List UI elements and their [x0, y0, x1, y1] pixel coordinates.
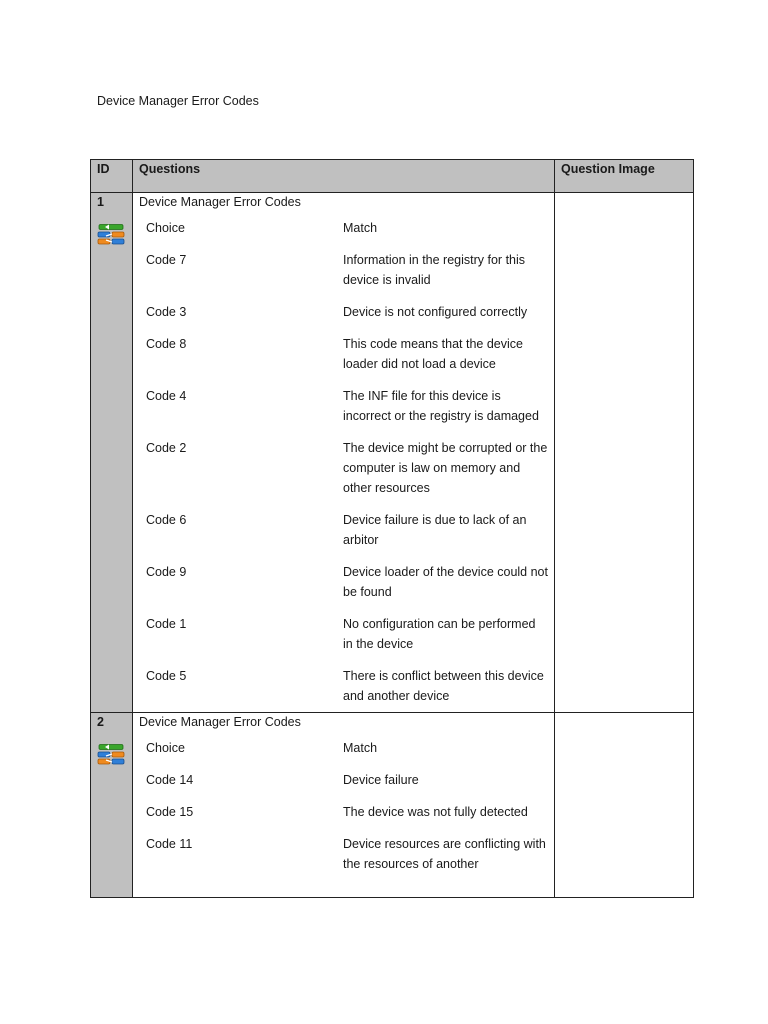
match-header-row — [133, 732, 554, 764]
match-cell: This code means that the device loader did not load a device — [343, 337, 523, 371]
match-arrows-icon — [97, 223, 125, 250]
match-container — [133, 732, 554, 897]
question-title: Device Manager Error Codes — [139, 715, 301, 729]
choice-cell: Code 11 — [146, 837, 193, 851]
match-cell: Device failure is due to lack of an arbitor — [343, 513, 527, 547]
choice-cell: Code 9 — [146, 565, 187, 579]
choice-cell: Code 4 — [146, 389, 187, 403]
table-row — [91, 713, 694, 898]
table-row — [91, 193, 694, 713]
list-item — [133, 660, 554, 712]
document-title: Device Manager Error Codes — [97, 94, 259, 108]
list-item — [133, 796, 554, 828]
id-cell — [91, 193, 133, 713]
choice-cell: Code 2 — [146, 441, 187, 455]
choice-cell: Code 14 — [146, 773, 194, 787]
question-cell — [133, 713, 555, 898]
match-cell: The device was not fully detected — [343, 805, 528, 819]
choice-cell: Code 1 — [146, 617, 187, 631]
list-item — [133, 764, 554, 796]
match-cell: The device might be corrupted or the computer is law on memory and other resources — [343, 441, 548, 495]
match-cell: There is conflict between this device and another device — [343, 669, 544, 703]
question-image-cell — [555, 713, 694, 898]
list-item — [133, 432, 554, 504]
match-header: Match — [343, 741, 378, 755]
list-item — [133, 828, 554, 880]
match-cell: Information in the registry for this device is invalid — [343, 253, 526, 287]
list-item — [133, 328, 554, 380]
question-id: 2 — [97, 715, 104, 729]
match-cell: The INF file for this device is incorrect or the registry is damaged — [343, 389, 539, 423]
choice-cell: Code 6 — [146, 513, 187, 527]
match-table — [133, 212, 554, 712]
header-questions: Questions — [133, 160, 555, 193]
list-item — [133, 296, 554, 328]
match-arrows-icon — [97, 743, 125, 770]
list-item — [133, 380, 554, 432]
question-id: 1 — [97, 195, 104, 209]
match-container — [133, 212, 554, 712]
choice-header: Choice — [146, 221, 185, 235]
match-cell: Device failure — [343, 773, 419, 787]
list-item — [133, 244, 554, 296]
table-header-row — [91, 160, 694, 193]
choice-cell: Code 7 — [146, 253, 187, 267]
header-id: ID — [91, 160, 133, 193]
match-header: Match — [343, 221, 378, 235]
list-item — [133, 556, 554, 608]
match-cell: Device loader of the device could not be found — [343, 565, 548, 599]
choice-header: Choice — [146, 741, 185, 755]
choice-cell: Code 3 — [146, 305, 187, 319]
choice-cell: Code 8 — [146, 337, 187, 351]
list-item — [133, 504, 554, 556]
question-title: Device Manager Error Codes — [139, 195, 301, 209]
question-cell — [133, 193, 555, 713]
list-item — [133, 608, 554, 660]
match-cell: Device is not configured correctly — [343, 305, 528, 319]
choice-cell: Code 5 — [146, 669, 187, 683]
id-cell — [91, 713, 133, 898]
header-question-image: Question Image — [555, 160, 694, 193]
match-cell: Device resources are conflicting with the resources of another — [343, 837, 546, 871]
match-table — [133, 732, 554, 880]
question-image-cell — [555, 193, 694, 713]
choice-cell: Code 15 — [146, 805, 194, 819]
match-header-row — [133, 212, 554, 244]
match-cell: No configuration can be performed in the device — [343, 617, 536, 651]
questions-table — [90, 159, 694, 898]
